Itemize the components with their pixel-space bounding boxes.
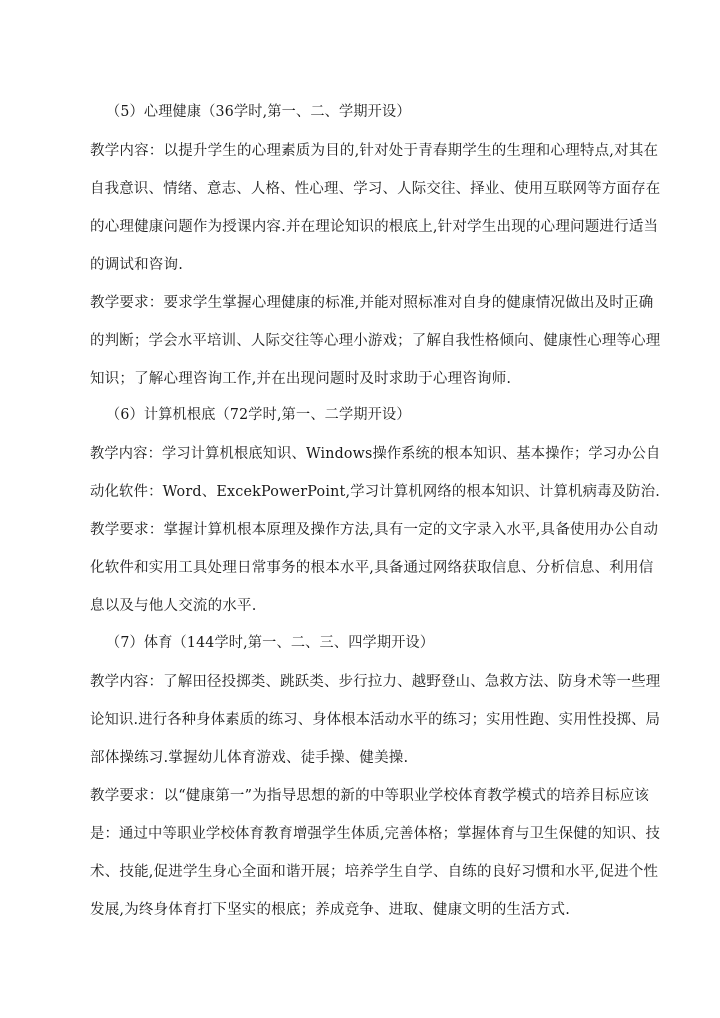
section-requirement-line: 是：通过中等职业学校体育教育增强学生体质,完善体格；掌握体育与卫生保健的知识、技 bbox=[90, 826, 661, 842]
section-requirement-line: 知识；了解心理咨询工作,并在出现问题时及时求助于心理咨询师. bbox=[90, 371, 512, 387]
section-requirement-line: 息以及与他人交流的水平. bbox=[90, 598, 257, 614]
section-requirement-line: 教学要求：要求学生掌握心理健康的标准,并能对照标准对自身的健康情况做出及时正确 bbox=[90, 295, 654, 311]
section-content-line: 教学内容：以提升学生的心理素质为目的,针对处于青春期学生的生理和心理特点,对其在 bbox=[90, 143, 659, 159]
section-requirement-line: 发展,为终身体育打下坚实的根底；养成竞争、进取、健康文明的生活方式. bbox=[90, 902, 571, 918]
section-content-line: 教学内容：了解田径投掷类、跳跃类、步行拉力、越野登山、急救方法、防身术等一些理 bbox=[90, 674, 661, 690]
section-heading-physical-education: （7）体育（144学时,第一、二、三、四学期开设） bbox=[106, 635, 435, 651]
section-content-line: 自我意识、情绪、意志、人格、性心理、学习、人际交往、择业、使用互联网等方面存在 bbox=[90, 181, 661, 197]
section-content-line: 教学内容：学习计算机根底知识、Windows操作系统的根本知识、基本操作；学习办公自 bbox=[90, 446, 661, 462]
section-content-line: 部体操练习.掌握幼儿体育游戏、徒手操、健美操. bbox=[90, 750, 409, 766]
section-requirement-line: 教学要求：掌握计算机根本原理及操作方法,具有一定的文字录入水平,具备使用办公自动 bbox=[90, 522, 659, 538]
section-heading-mental-health: （5）心理健康（36学时,第一、二、学期开设） bbox=[106, 104, 411, 120]
section-requirement-line: 教学要求：以“健康第一”为指导思想的新的中等职业学校体育教学模式的培养目标应该 bbox=[90, 788, 650, 804]
section-requirement-line: 术、技能,促进学生身心全面和谐开展；培养学生自学、自练的良好习惯和水平,促进个性 bbox=[90, 864, 659, 880]
section-content-line: 的调试和咨询. bbox=[90, 257, 184, 273]
section-requirement-line: 的判断；学会水平培训、人际交往等心理小游戏；了解自我性格倾向、健康性心理等心理 bbox=[90, 333, 661, 349]
section-requirement-line: 化软件和实用工具处理日常事务的根本水平,具备通过网络获取信息、分析信息、利用信 bbox=[90, 560, 654, 576]
section-content-line: 的心理健康问题作为授课内容.并在理论知识的根底上,针对学生出现的心理问题进行适当 bbox=[90, 219, 659, 235]
section-content-line: 动化软件：Word、ExcekPowerPoint,学习计算机网络的根本知识、计算机病毒及防治. bbox=[90, 484, 660, 500]
section-heading-computer-basics: （6）计算机根底（72学时,第一、二学期开设） bbox=[106, 407, 411, 423]
section-content-line: 论知识.进行各种身体素质的练习、身体根本活动水平的练习；实用性跑、实用性投掷、局 bbox=[90, 712, 661, 728]
